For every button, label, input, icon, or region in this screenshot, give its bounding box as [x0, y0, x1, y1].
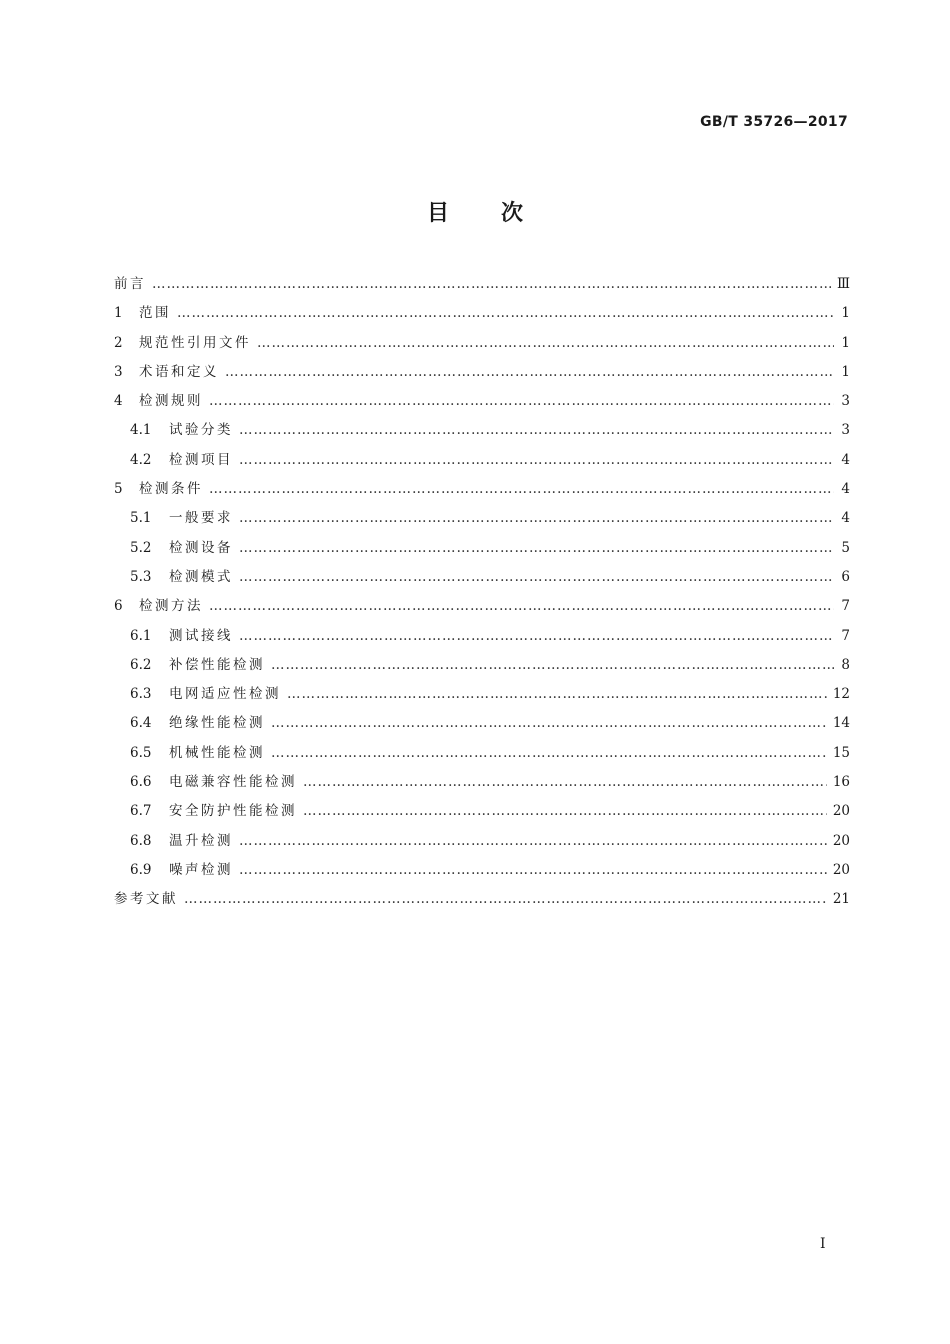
toc-entry-page: 1 [841, 334, 850, 351]
toc-entry-title: 补偿性能检测 [169, 656, 265, 673]
toc-entry-page: 3 [841, 393, 850, 410]
toc-entry-title: 规范性引用文件 [139, 334, 251, 351]
toc-entry-page: 4 [841, 481, 850, 498]
toc-entry-number: 6.3 [130, 686, 152, 703]
toc-entry-number: 4.1 [130, 422, 152, 439]
toc-entry-title: 测试接线 [169, 627, 233, 644]
toc-entry-number: 5.2 [130, 539, 152, 556]
toc-entry-number: 6.6 [130, 774, 152, 791]
toc-entry-page: 7 [841, 598, 850, 615]
toc-entry-title: 检测方法 [139, 598, 203, 615]
toc-entry-page: 1 [841, 363, 850, 380]
toc-entry-number: 1 [114, 305, 123, 322]
toc-dot-leader [287, 680, 827, 709]
toc-dot-leader [209, 387, 834, 416]
toc-entry[interactable] [114, 856, 850, 885]
toc-entry[interactable] [114, 651, 850, 680]
toc-dot-leader [239, 446, 834, 475]
toc-entry-page: 4 [841, 451, 850, 468]
toc-entry-number: 4 [114, 393, 123, 410]
toc-entry-number: 2 [114, 334, 123, 351]
toc-entry-title: 范围 [139, 305, 171, 322]
toc-entry[interactable] [114, 797, 850, 826]
toc-dot-leader [209, 592, 834, 621]
toc-dot-leader [303, 768, 827, 797]
toc-entry[interactable] [114, 504, 850, 533]
toc-entry[interactable] [114, 709, 850, 738]
toc-entry-page: 1 [841, 305, 850, 322]
toc-entry[interactable] [114, 885, 850, 914]
toc-dot-leader [225, 358, 834, 387]
toc-dot-leader [239, 622, 834, 651]
toc-entry-number: 6.5 [130, 744, 152, 761]
toc-dot-leader [271, 651, 834, 680]
toc-entry[interactable] [114, 475, 850, 504]
toc-dot-leader [257, 329, 834, 358]
toc-entry-title: 温升检测 [169, 832, 233, 849]
toc-dot-leader [177, 299, 834, 328]
page-number: I [820, 1236, 826, 1252]
toc-entry[interactable] [114, 827, 850, 856]
toc-entry-page: Ⅲ [836, 276, 850, 292]
toc-entry-page: 20 [832, 861, 850, 878]
toc-entry-page: 14 [832, 715, 850, 732]
toc-entry[interactable] [114, 329, 850, 358]
toc-entry-title: 检测模式 [169, 568, 233, 585]
toc-entry[interactable] [114, 592, 850, 621]
toc-entry-title: 检测项目 [169, 451, 233, 468]
toc-dot-leader [239, 827, 827, 856]
toc-entry-number: 6.4 [130, 715, 152, 732]
toc-dot-leader [239, 856, 827, 885]
toc-entry-title: 噪声检测 [169, 861, 233, 878]
toc-entry[interactable] [114, 299, 850, 328]
toc-entry-page: 16 [832, 774, 850, 791]
toc-entry-title: 术语和定义 [139, 363, 219, 380]
toc-entry[interactable] [114, 563, 850, 592]
toc-dot-leader [303, 797, 827, 826]
toc-entry-number: 5.3 [130, 568, 152, 585]
toc-entry-page: 6 [841, 568, 850, 585]
toc-dot-leader [239, 416, 834, 445]
toc-entry-number: 5 [114, 481, 123, 498]
toc-entry-title: 参考文献 [114, 891, 178, 908]
toc-entry-title: 检测规则 [139, 393, 203, 410]
toc-entry[interactable] [114, 622, 850, 651]
toc-entry-page: 7 [841, 627, 850, 644]
toc-entry[interactable] [114, 270, 850, 299]
toc-dot-leader [152, 270, 831, 299]
toc-entry-title: 检测设备 [169, 539, 233, 556]
toc-dot-leader [184, 885, 827, 914]
toc-entry-page: 5 [841, 539, 850, 556]
toc-entry-page: 20 [832, 803, 850, 820]
toc-entry-number: 6.9 [130, 861, 152, 878]
toc-entry[interactable] [114, 534, 850, 563]
toc-entry-number: 6.1 [130, 627, 152, 644]
toc-entry-number: 5.1 [130, 510, 152, 527]
toc-entry-page: 21 [832, 891, 850, 908]
toc-dot-leader [239, 563, 834, 592]
toc-entry-title: 检测条件 [139, 481, 203, 498]
toc-entry-page: 12 [832, 686, 850, 703]
toc-entry-number: 4.2 [130, 451, 152, 468]
toc-entry[interactable] [114, 680, 850, 709]
standard-number: GB/T 35726—2017 [700, 114, 848, 130]
toc-dot-leader [271, 709, 827, 738]
toc-entry-number: 6.2 [130, 656, 152, 673]
toc-entry-number: 6.8 [130, 832, 152, 849]
toc-entry-page: 20 [832, 832, 850, 849]
toc-entry-page: 15 [832, 744, 850, 761]
table-of-contents [114, 270, 850, 915]
toc-entry-title: 前言 [114, 276, 146, 292]
toc-entry[interactable] [114, 739, 850, 768]
toc-dot-leader [239, 534, 834, 563]
toc-entry[interactable] [114, 446, 850, 475]
toc-dot-leader [209, 475, 834, 504]
toc-entry-page: 4 [841, 510, 850, 527]
toc-entry-title: 机械性能检测 [169, 744, 265, 761]
toc-entry-title: 一般要求 [169, 510, 233, 527]
toc-entry-page: 8 [841, 656, 850, 673]
toc-entry-number: 3 [114, 363, 123, 380]
toc-entry[interactable] [114, 358, 850, 387]
toc-entry-title: 电磁兼容性能检测 [169, 774, 297, 791]
toc-dot-leader [239, 504, 834, 533]
toc-dot-leader [271, 739, 827, 768]
toc-entry-number: 6 [114, 598, 123, 615]
toc-entry-title: 电网适应性检测 [169, 686, 281, 703]
toc-entry-page: 3 [841, 422, 850, 439]
toc-entry-number: 6.7 [130, 803, 152, 820]
toc-entry[interactable] [114, 387, 850, 416]
page-title: 目次 [426, 201, 575, 226]
toc-entry-title: 绝缘性能检测 [169, 715, 265, 732]
toc-entry[interactable] [114, 768, 850, 797]
toc-entry[interactable] [114, 416, 850, 445]
toc-entry-title: 安全防护性能检测 [169, 803, 297, 820]
toc-entry-title: 试验分类 [169, 422, 233, 439]
